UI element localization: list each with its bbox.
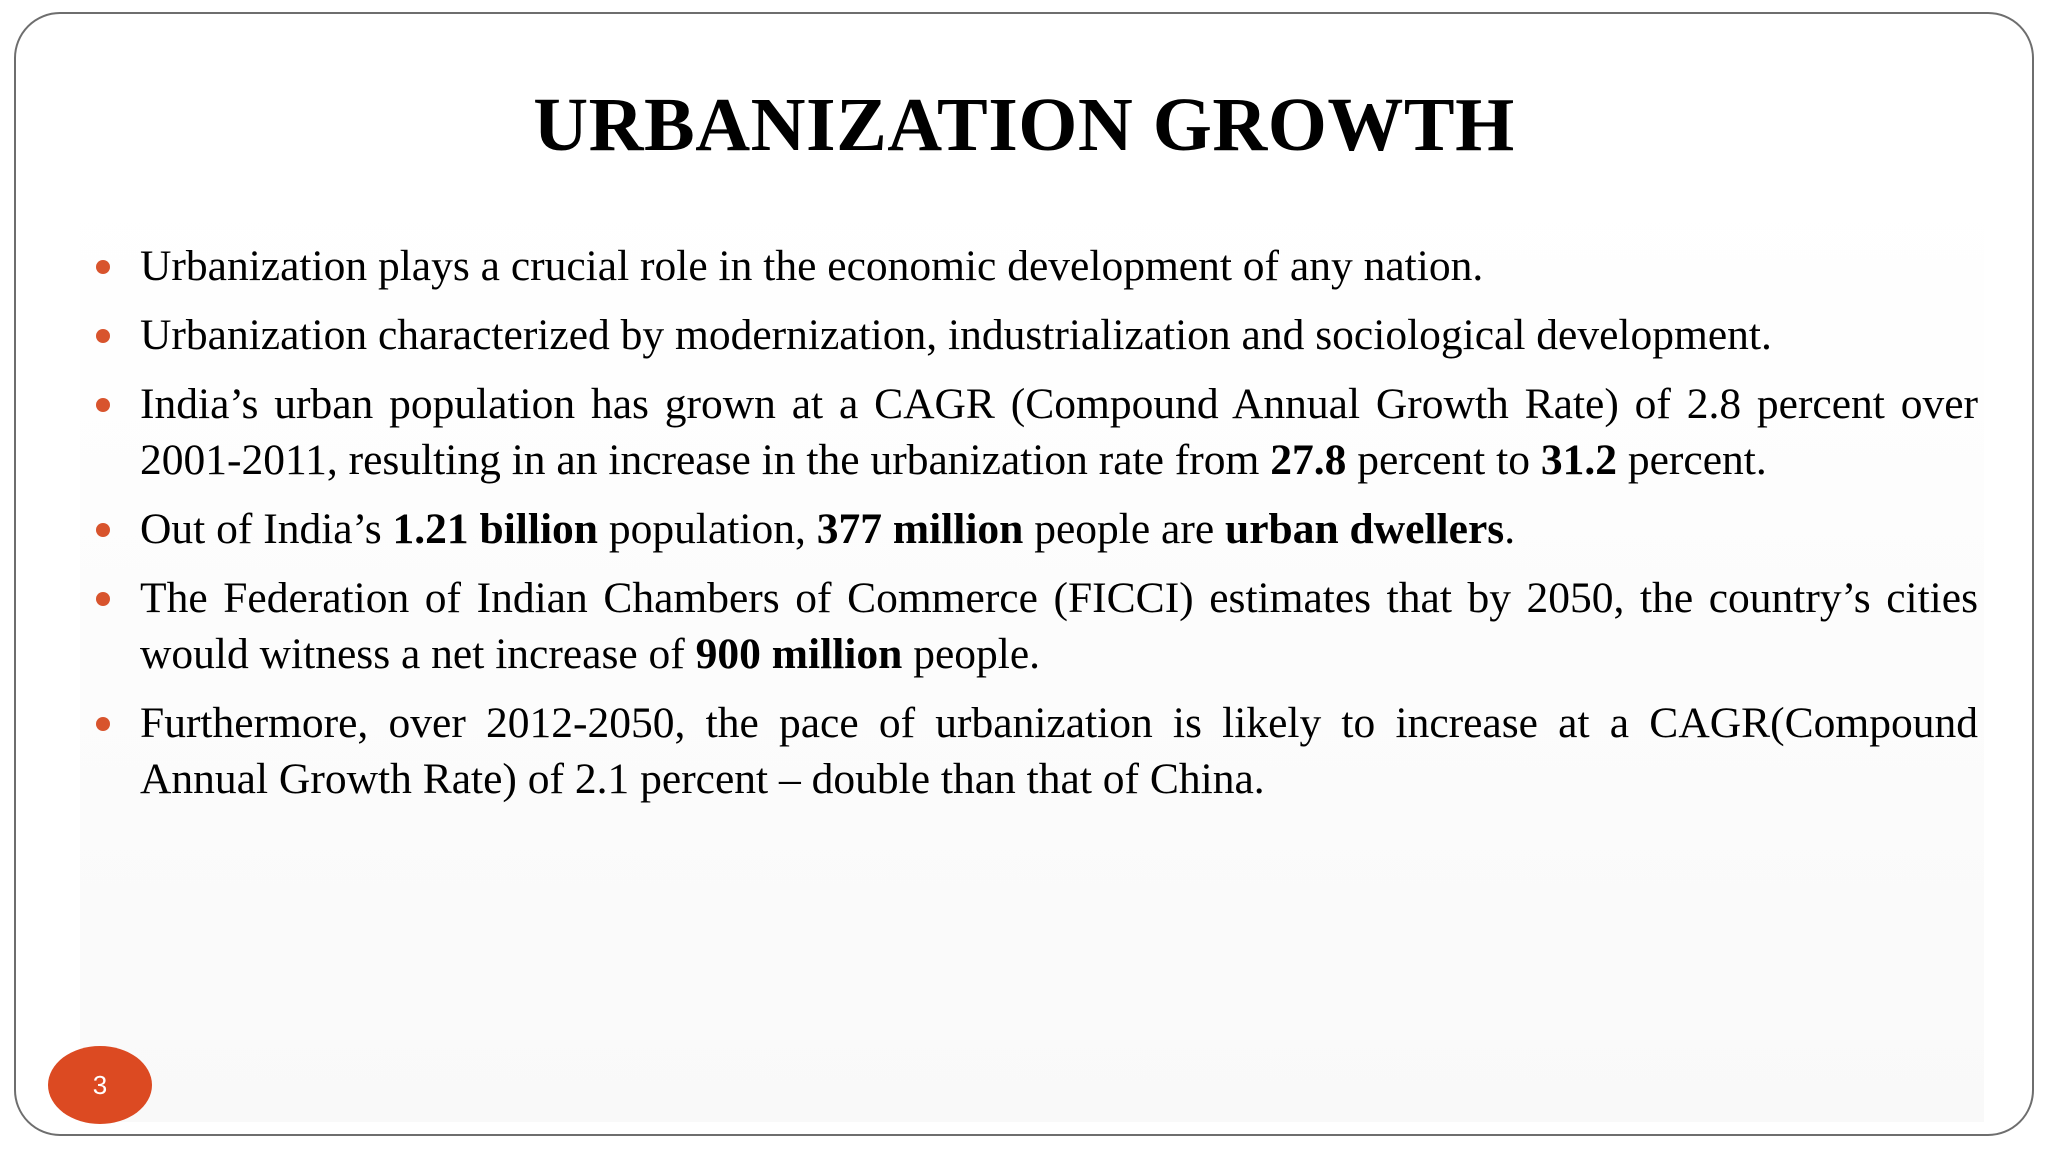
- bullet-dot-icon: [96, 329, 110, 343]
- bullet-text: Urbanization plays a crucial role in the economic development of any nation.: [140, 242, 1484, 290]
- bullet-text: percent.: [1616, 436, 1767, 484]
- slide-title: URBANIZATION GROWTH: [533, 83, 1515, 167]
- bullet-text: people.: [902, 630, 1041, 678]
- bullet-bold-text: 1.21 billion: [392, 505, 598, 553]
- bullet-text: people are: [1023, 505, 1226, 553]
- bullet-item: [126, 238, 1978, 294]
- bullet-text: percent to: [1346, 436, 1541, 484]
- bullet-bold-text: 377 million: [816, 505, 1024, 553]
- bullet-dot-icon: [96, 592, 110, 606]
- bullet-item: [126, 695, 1978, 807]
- bullet-text: .: [1504, 505, 1516, 553]
- bullet-dot-icon: [96, 523, 110, 537]
- slide: [14, 12, 2034, 1136]
- bullet-item: [126, 501, 1978, 557]
- bullet-item: [126, 376, 1978, 488]
- bullet-item: [126, 570, 1978, 682]
- bullet-dot-icon: [96, 717, 110, 731]
- bullet-text: population,: [598, 505, 817, 553]
- bullet-text: Out of India’s: [140, 505, 393, 553]
- page-number-badge: 3: [48, 1046, 152, 1124]
- bullet-text: The Federation of Indian Chambers of Commerce (FICCI) estimates that by 2050, the country’s cities would witness a net increase of: [140, 574, 1978, 678]
- bullet-bold-text: 27.8: [1270, 436, 1347, 484]
- bullet-dot-icon: [96, 260, 110, 274]
- bullet-text: India’s urban population has grown at a CAGR (Compound Annual Growth Rate) of 2.8 percent over 2001-2011, resulting in an increase in the urbanization rate from: [140, 380, 1978, 484]
- bullet-bold-text: 31.2: [1540, 436, 1617, 484]
- bullet-list: [126, 238, 1978, 820]
- bullet-bold-text: 900 million: [695, 630, 903, 678]
- bullet-dot-icon: [96, 398, 110, 412]
- bullet-text: Furthermore, over 2012-2050, the pace of urbanization is likely to increase at a CAGR(Compound Annual Growth Rate) of 2.1 percent – double than that of China.: [140, 699, 1978, 803]
- bullet-item: [126, 307, 1978, 363]
- bullet-bold-text: urban dwellers: [1225, 505, 1505, 553]
- bullet-text: Urbanization characterized by modernization, industrialization and sociological development.: [140, 311, 1772, 359]
